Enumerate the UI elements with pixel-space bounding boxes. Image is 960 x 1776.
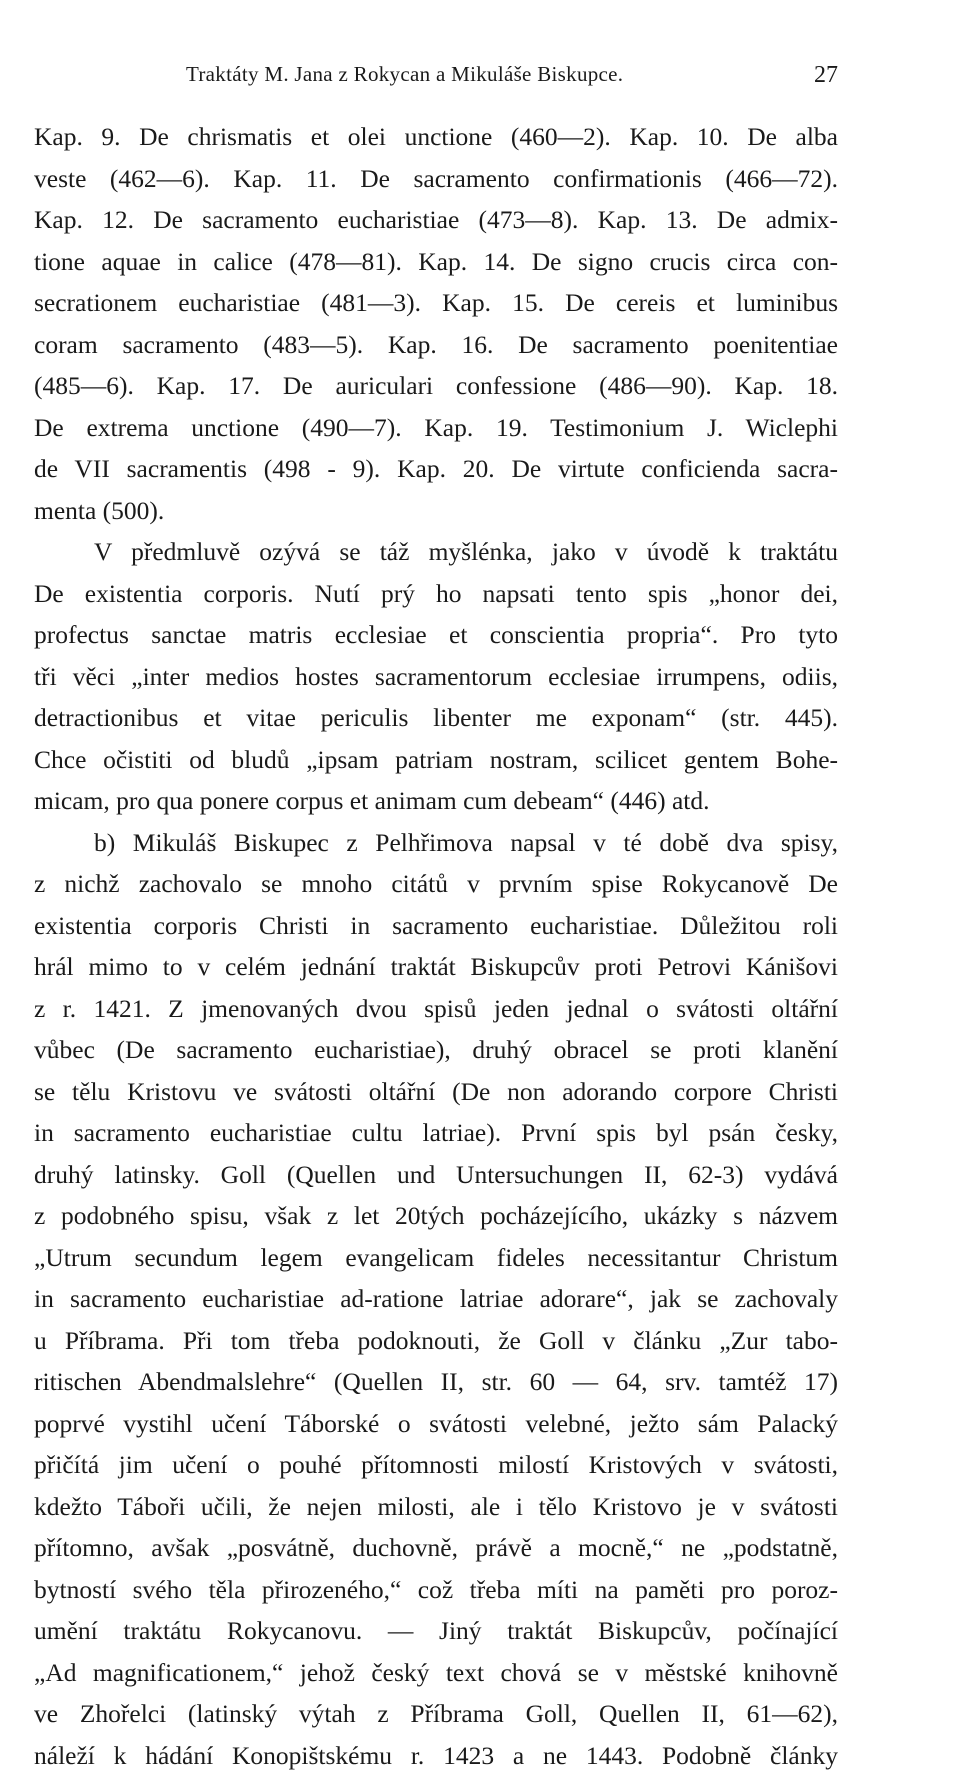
text-line: náleží k hádání Konopištskému r. 1423 a ne 1443. Podobně články: [34, 1735, 838, 1776]
text-line: coram sacramento (483—5). Kap. 16. De sacramento poenitentiae: [34, 324, 838, 366]
text-line: (485—6). Kap. 17. De auriculari confessione (486—90). Kap. 18.: [34, 365, 838, 407]
text-line: veste (462—6). Kap. 11. De sacramento confirmationis (466—72).: [34, 158, 838, 200]
text-line: kdežto Táboři učili, že nejen milosti, ale i tělo Kristovo je v svátosti: [34, 1486, 838, 1528]
text-line: se tělu Kristovu ve svátosti oltářní (De non adorando corpore Christi: [34, 1071, 838, 1113]
text-line: Kap. 9. De chrismatis et olei unctione (460—2). Kap. 10. De alba: [34, 116, 838, 158]
text-line: tione aquae in calice (478—81). Kap. 14. De signo crucis circa con-: [34, 241, 838, 283]
text-line: De existentia corporis. Nutí prý ho napsati tento spis „honor dei,: [34, 573, 838, 615]
text-line: umění traktátu Rokycanovu. — Jiný traktát Biskupcův, počínající: [34, 1610, 838, 1652]
running-head: [34, 62, 838, 102]
text-line: De extrema unctione (490—7). Kap. 19. Testimonium J. Wiclephi: [34, 407, 838, 449]
text-line: profectus sanctae matris ecclesiae et conscientia propria“. Pro tyto: [34, 614, 838, 656]
text-line: tři věci „inter medios hostes sacramentorum ecclesiae irrumpens, odiis,: [34, 656, 838, 698]
text-line: poprvé vystihl učení Táborské o svátosti velebné, ježto sám Palacký: [34, 1403, 838, 1445]
text-line: druhý latinsky. Goll (Quellen und Untersuchungen II, 62-3) vydává: [34, 1154, 838, 1196]
text-line: secrationem eucharistiae (481—3). Kap. 15. De cereis et luminibus: [34, 282, 838, 324]
text-line: b) Mikuláš Biskupec z Pelhřimova napsal v té době dva spisy,: [34, 822, 838, 864]
text-line: micam, pro qua ponere corpus et animam cum debeam“ (446) atd.: [34, 780, 838, 822]
text-line: menta (500).: [34, 490, 838, 532]
text-line: existentia corporis Christi in sacramento eucharistiae. Důležitou roli: [34, 905, 838, 947]
text-line: „Utrum secundum legem evangelicam fideles necessitantur Christum: [34, 1237, 838, 1279]
text-line: z nichž zachovalo se mnoho citátů v prvním spise Rokycanově De: [34, 863, 838, 905]
text-line: V předmluvě ozývá se táž myšlénka, jako v úvodě k traktátu: [34, 531, 838, 573]
text-line: ritischen Abendmalslehre“ (Quellen II, str. 60 — 64, srv. tamtéž 17): [34, 1361, 838, 1403]
text-line: z r. 1421. Z jmenovaných dvou spisů jeden jednal o svátosti oltářní: [34, 988, 838, 1030]
page-number: 27: [814, 62, 838, 89]
body-text: [34, 116, 838, 1776]
text-line: Kap. 12. De sacramento eucharistiae (473—8). Kap. 13. De admix-: [34, 199, 838, 241]
text-line: z podobného spisu, však z let 20tých pocházejícího, ukázky s názvem: [34, 1195, 838, 1237]
running-title: Traktáty M. Jana z Rokycan a Mikuláše Biskupce.: [186, 62, 623, 87]
text-line: „Ad magnificationem,“ jehož český text chová se v městské knihovně: [34, 1652, 838, 1694]
text-line: detractionibus et vitae periculis libenter me exponam“ (str. 445).: [34, 697, 838, 739]
text-line: hrál mimo to v celém jednání traktát Biskupcův proti Petrovi Kánišovi: [34, 946, 838, 988]
text-line: u Příbrama. Při tom třeba podoknouti, že Goll v článku „Zur tabo-: [34, 1320, 838, 1362]
text-line: přítomno, avšak „posvátně, duchovně, právě a mocně,“ ne „podstatně,: [34, 1527, 838, 1569]
text-line: bytností svého těla přirozeného,“ což třeba míti na paměti pro poroz-: [34, 1569, 838, 1611]
text-line: Chce očistiti od bludů „ipsam patriam nostram, scilicet gentem Bohe-: [34, 739, 838, 781]
text-line: ve Zhořelci (latinský výtah z Příbrama Goll, Quellen II, 61—62),: [34, 1693, 838, 1735]
text-line: de VII sacramentis (498 - 9). Kap. 20. De virtute conficienda sacra-: [34, 448, 838, 490]
text-line: vůbec (De sacramento eucharistiae), druhý obracel se proti klanění: [34, 1029, 838, 1071]
text-line: in sacramento eucharistiae cultu latriae). První spis byl psán česky,: [34, 1112, 838, 1154]
text-line: in sacramento eucharistiae ad-ratione latriae adorare“, jak se zachovaly: [34, 1278, 838, 1320]
text-line: přičítá jim učení o pouhé přítomnosti milostí Kristových v svátosti,: [34, 1444, 838, 1486]
